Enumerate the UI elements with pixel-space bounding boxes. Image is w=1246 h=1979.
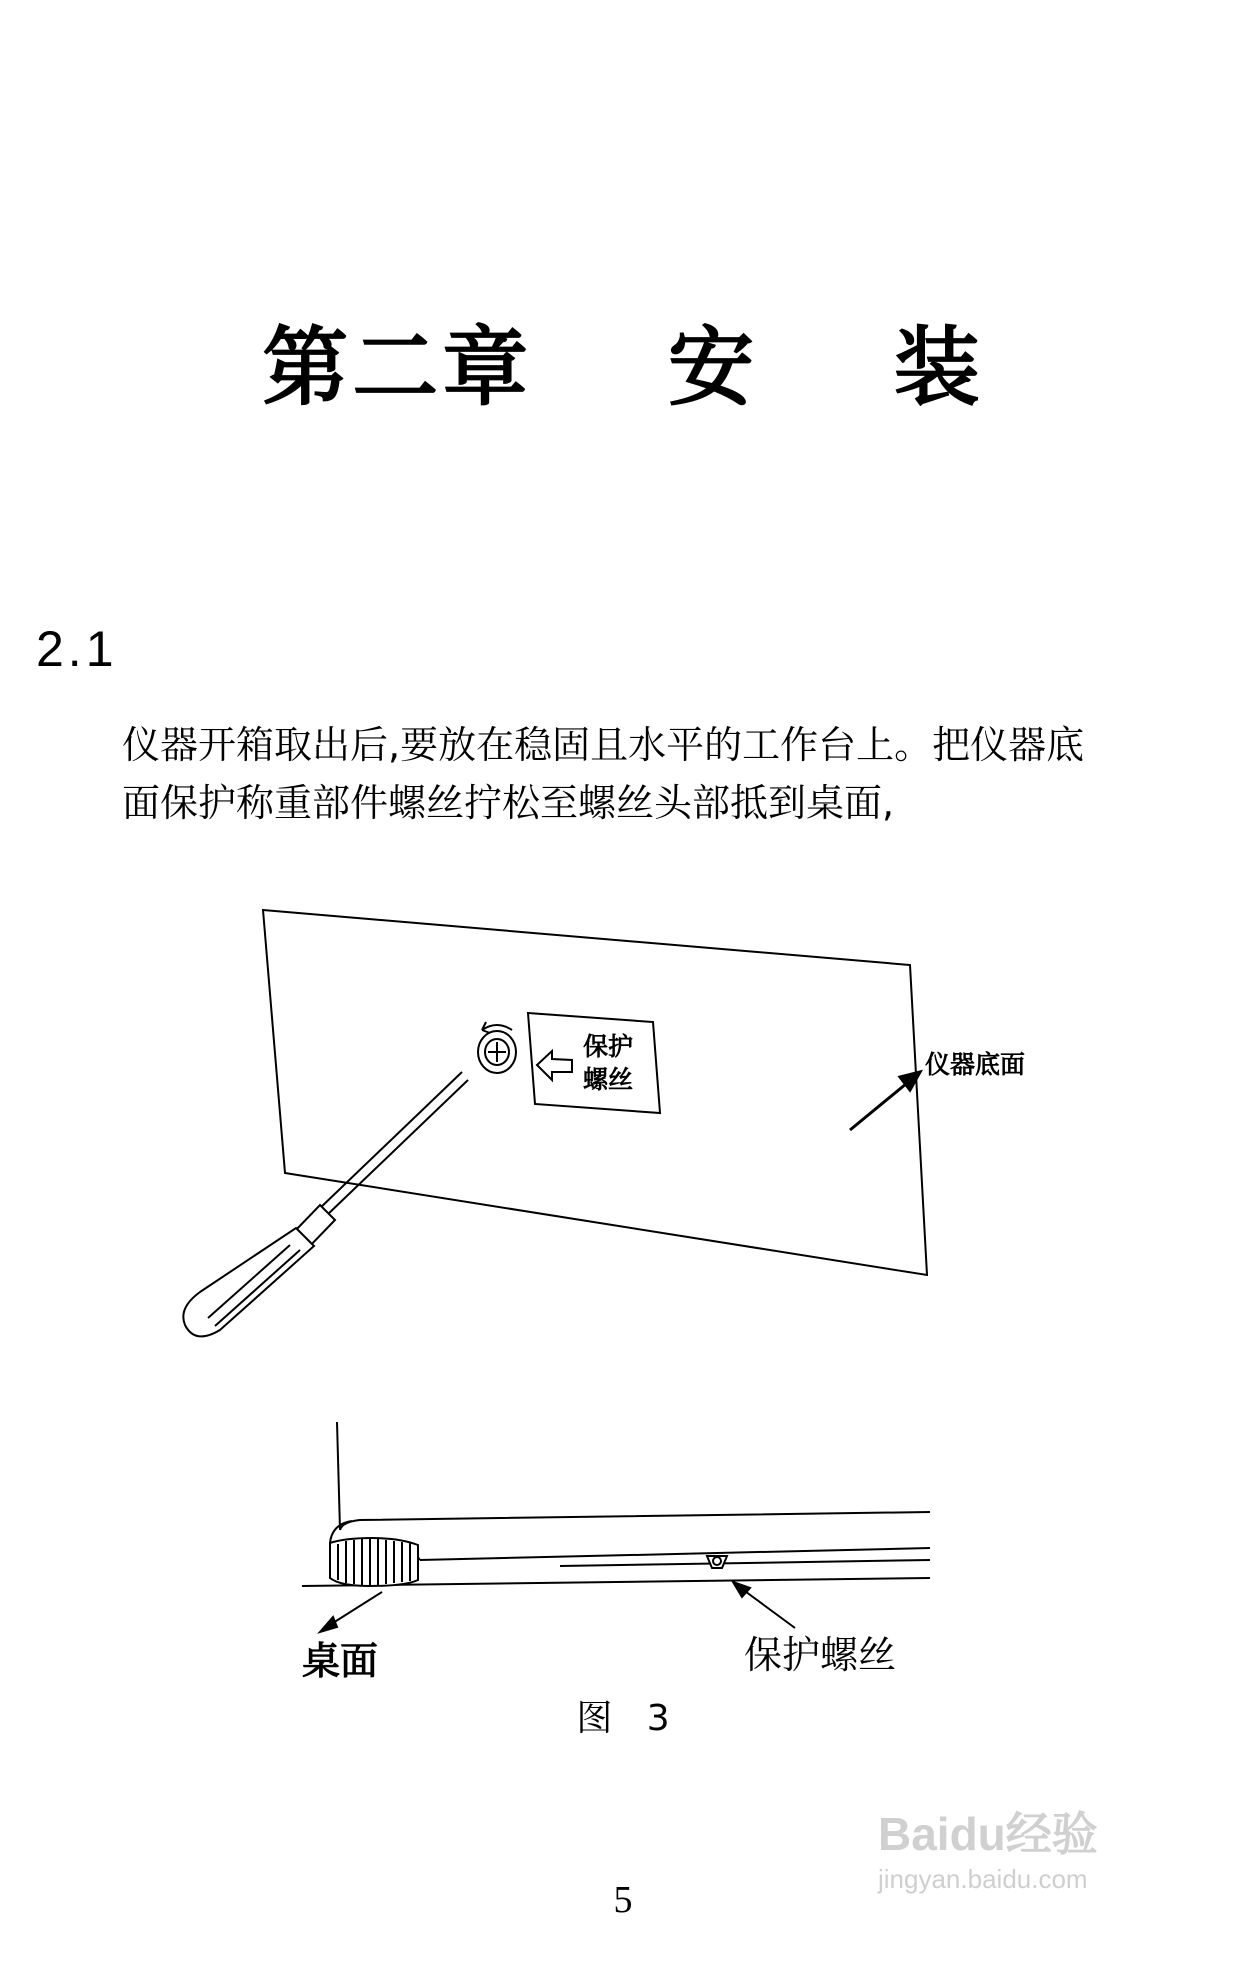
page-number: 5 <box>613 1879 633 1921</box>
watermark-url: jingyan.baidu.com <box>878 1864 1088 1894</box>
watermark-brand: Baidu经验 <box>878 1808 1098 1860</box>
callout-label-bottom-plate: 仪器底面 <box>925 1050 1026 1079</box>
paragraph-line: 面保护称重部件螺丝拧松至螺丝头部抵到桌面, <box>122 781 895 825</box>
desk-arrow-icon <box>320 1592 382 1632</box>
chapter-title: 第二章 安 装 <box>262 318 984 418</box>
screw-arrow-icon <box>733 1582 795 1628</box>
paragraph-line: 仪器开箱取出后,要放在稳固且水平的工作台上。把仪器底 <box>122 723 1085 767</box>
label-protection-screw: 保护螺丝 <box>744 1633 897 1677</box>
protection-screw-icon <box>707 1556 727 1568</box>
inner-label-line2: 螺丝 <box>583 1065 634 1094</box>
instrument-foot-icon <box>330 1538 418 1586</box>
baidu-watermark <box>878 1798 1178 1908</box>
inner-label-line1: 保护 <box>583 1032 634 1061</box>
label-desk: 桌面 <box>302 1639 379 1683</box>
figure-caption: 图 3 <box>576 1698 670 1739</box>
section-number: 2.1 <box>36 621 118 677</box>
